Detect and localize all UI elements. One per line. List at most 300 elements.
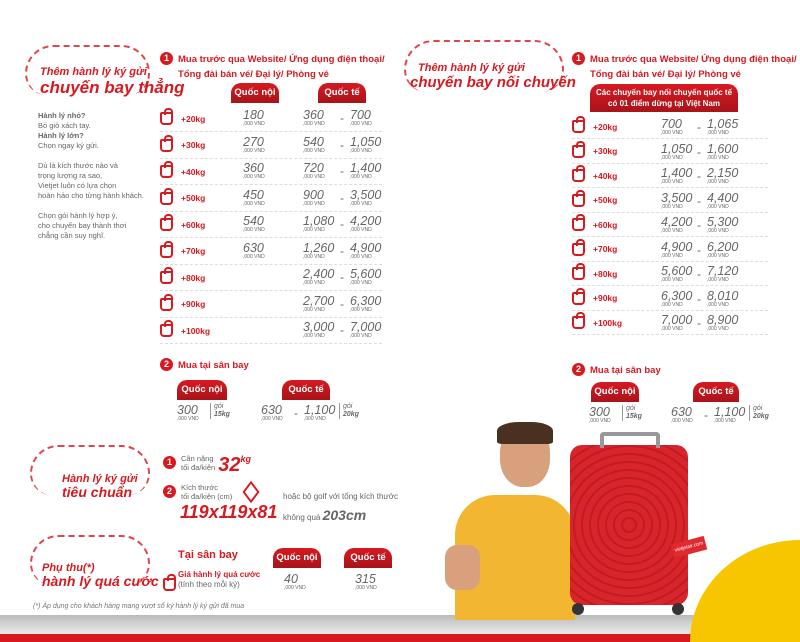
- price-value: 8,010: [707, 288, 739, 303]
- price-value: 40: [284, 572, 298, 586]
- min-price: [661, 239, 693, 259]
- min-price: [661, 168, 692, 185]
- step-text: Mua trước qua Website/ Ứng dụng điện thoại/: [590, 54, 797, 65]
- size-value: 119x119x81: [180, 502, 278, 522]
- price-value: 700: [350, 108, 371, 122]
- size-label: tối đa/kiện (cm): [181, 492, 233, 501]
- price-value: 8,900: [707, 313, 739, 327]
- price-value: 7,120: [707, 264, 739, 278]
- price-unit: ,000 VND: [661, 154, 683, 161]
- range-dash: -: [340, 137, 344, 152]
- bag-icon: [572, 243, 585, 256]
- domestic-price: [243, 134, 265, 154]
- table-row: [160, 265, 382, 291]
- range-dash: -: [697, 218, 701, 232]
- price-unit: ,000 VND: [303, 174, 325, 180]
- max-price: [707, 266, 738, 283]
- step2-heading: [572, 363, 661, 378]
- price-unit: ,000 VND: [303, 253, 325, 260]
- price-value: 2,700: [303, 293, 335, 308]
- step-number: 1: [163, 456, 176, 469]
- price-value: 1,100: [304, 403, 336, 417]
- excess-label: [178, 570, 260, 590]
- yellow-swoosh: [690, 540, 800, 642]
- price-unit: ,000 VND: [661, 228, 683, 234]
- price-unit: ,000 VND: [707, 154, 729, 161]
- range-dash: -: [697, 120, 701, 134]
- min-price: [661, 141, 693, 161]
- price-unit: ,000 VND: [350, 147, 372, 154]
- pack-word: gói: [626, 405, 636, 412]
- min-price: [661, 119, 683, 136]
- bag-icon: [572, 267, 585, 280]
- price-unit: ,000 VND: [355, 585, 377, 591]
- intro-line: chẳng cần suy nghĩ.: [38, 231, 106, 240]
- international-max-price: [350, 240, 382, 260]
- international-max-price: [350, 110, 372, 127]
- price-value: 6,300: [661, 288, 693, 303]
- max-price: [707, 288, 739, 308]
- cloud-title: hành lý quá cước: [42, 573, 159, 589]
- price-unit: ,000 VND: [707, 228, 729, 234]
- header-line: Các chuyến bay nối chuyến quốc tế: [595, 88, 733, 97]
- step-number: 2: [160, 358, 173, 371]
- range-dash: -: [340, 190, 344, 205]
- price-unit: ,000 VND: [714, 418, 736, 424]
- price-value: 4,200: [661, 215, 693, 229]
- pack-kg: 15kg: [626, 413, 642, 420]
- weight-label: +40kg: [181, 166, 206, 177]
- price-unit: ,000 VND: [350, 121, 372, 127]
- cloud-title-small: Thêm hành lý ký gửi: [418, 62, 525, 74]
- table-row: [160, 106, 382, 132]
- tab-domestic: Quốc nội: [231, 83, 279, 103]
- international-min-price: [303, 187, 325, 207]
- excess-domestic-price: [284, 574, 306, 591]
- price-value: 700: [661, 117, 682, 131]
- intro-line: Vietjet luôn có lựa chọn: [38, 181, 117, 190]
- price-value: 180: [243, 108, 264, 122]
- price-value: 1,400: [350, 161, 382, 175]
- max-price: [707, 315, 738, 332]
- step-text: Tổng đài bán vé/ Đại lý/ Phòng vé: [178, 69, 329, 80]
- package-label: [339, 403, 359, 419]
- price-unit: ,000 VND: [350, 333, 372, 339]
- tab-international: Quốc tế: [318, 83, 366, 103]
- international-max-price: [350, 269, 381, 286]
- price-unit: ,000 VND: [350, 174, 372, 180]
- weight-label: +60kg: [181, 219, 206, 230]
- pack-word: gói: [753, 405, 763, 412]
- range-dash: -: [340, 323, 344, 337]
- price-unit: ,000 VND: [661, 301, 683, 308]
- price-value: 4,900: [350, 240, 382, 255]
- price-value: 450: [243, 187, 264, 202]
- cloud-title-small: Thêm hành lý ký gửi: [40, 66, 147, 78]
- range-dash: -: [697, 291, 701, 306]
- price-value: 7,000: [350, 320, 382, 334]
- price-value: 2,400: [303, 267, 335, 281]
- table-row: [160, 159, 382, 185]
- price-value: 300: [589, 405, 610, 419]
- price-unit: ,000 VND: [589, 418, 611, 424]
- price-value: 3,500: [350, 187, 382, 202]
- price-unit: ,000 VND: [707, 130, 729, 136]
- price-value: 540: [243, 214, 264, 228]
- cloud-title-small: Phụ thu(*): [42, 562, 95, 574]
- price-value: 315: [355, 572, 376, 586]
- step-text: Mua tại sân bay: [590, 365, 661, 376]
- golf-note: [283, 507, 367, 523]
- tab-international: Quốc tế: [344, 548, 392, 568]
- price-unit: ,000 VND: [707, 301, 729, 308]
- weight-value: 32: [218, 454, 241, 476]
- intro-a2: Chọn ngay ký gửi.: [38, 141, 99, 150]
- weight-label: +50kg: [593, 195, 618, 205]
- price-unit: ,000 VND: [671, 418, 693, 424]
- price-unit: ,000 VND: [243, 227, 265, 233]
- bag-icon: [160, 271, 173, 284]
- price-unit: ,000 VND: [661, 179, 683, 185]
- min-price: [661, 288, 693, 308]
- price-value: 1,080: [303, 214, 335, 228]
- price-value: 1,100: [714, 405, 746, 419]
- step-number: 2: [572, 363, 585, 376]
- bag-icon: [160, 112, 173, 125]
- pack-kg: 15kg: [214, 411, 230, 418]
- range-dash: -: [697, 242, 701, 257]
- price-unit: ,000 VND: [350, 227, 372, 233]
- person-hair: [497, 422, 553, 444]
- range-dash: -: [704, 408, 708, 422]
- price-value: 3,500: [661, 190, 693, 205]
- range-dash: -: [340, 243, 344, 258]
- international-max-price: [350, 163, 381, 180]
- international-min-price: [303, 293, 335, 313]
- package-label: [210, 403, 230, 419]
- pack-kg: 20kg: [343, 411, 359, 418]
- range-dash: -: [294, 406, 298, 420]
- price-value: 1,400: [661, 166, 693, 180]
- excess-label-1: Giá hành lý quá cước: [178, 570, 261, 579]
- range-dash: -: [697, 144, 701, 159]
- international-max-price: [350, 134, 382, 154]
- intro-line: cho chuyến bay thành thơi: [38, 221, 127, 230]
- range-dash: -: [340, 217, 344, 231]
- weight-label: +80kg: [181, 272, 206, 283]
- weight-label: +40kg: [593, 170, 618, 181]
- range-dash: -: [697, 193, 701, 208]
- excess-label-2: (tính theo mỗi ký): [178, 580, 240, 589]
- international-max-price: [350, 187, 382, 207]
- price-value: 630: [671, 405, 692, 419]
- domestic-price: [243, 187, 265, 207]
- floor-band: [0, 615, 800, 635]
- intro-line: Chọn gói hành lý hợp ý,: [38, 211, 118, 220]
- pack-word: gói: [214, 403, 224, 410]
- price-value: 900: [303, 187, 324, 202]
- price-value: 1,065: [707, 117, 739, 131]
- price-unit: ,000 VND: [177, 416, 199, 422]
- domestic-price: [243, 110, 265, 127]
- international-max-price: [350, 293, 382, 313]
- price-value: 630: [261, 403, 282, 417]
- header-line: có 01 điểm dừng tại Việt Nam: [608, 99, 720, 108]
- price-value: 3,000: [303, 320, 335, 334]
- weight-label: +50kg: [181, 193, 206, 203]
- max-size: [163, 483, 258, 501]
- price-unit: ,000 VND: [707, 277, 729, 283]
- bag-icon: [572, 292, 585, 305]
- step-text: Mua tại sân bay: [178, 360, 249, 371]
- price-unit: ,000 VND: [707, 179, 729, 185]
- suitcase-tag: vietjetair.com: [671, 536, 707, 558]
- price-unit: ,000 VND: [707, 326, 729, 332]
- international-min-price: [303, 216, 334, 233]
- international-max-price: [350, 216, 381, 233]
- price-unit: ,000 VND: [303, 121, 325, 127]
- international-min-price: [303, 322, 334, 339]
- step-number: 1: [160, 52, 173, 65]
- golf-value: 203cm: [322, 507, 367, 523]
- weight-unit: kg: [240, 454, 251, 464]
- connecting-header: [590, 84, 738, 112]
- intro-q1: Hành lý nhỏ?: [38, 111, 86, 120]
- table-row: [160, 186, 382, 212]
- international-min-price: [303, 269, 334, 286]
- price-unit: ,000 VND: [350, 280, 372, 286]
- intro-text: [38, 111, 158, 241]
- thumbs-up-hand: [445, 545, 480, 590]
- weight-label: +30kg: [593, 146, 618, 156]
- price-value: 6,200: [707, 239, 739, 254]
- airport-international-min-price: [671, 407, 693, 424]
- price-value: 1,260: [303, 240, 335, 255]
- min-price: [661, 190, 693, 210]
- bag-icon: [160, 298, 173, 311]
- package-label: [622, 405, 642, 421]
- bag-icon: [572, 120, 585, 133]
- price-value: 4,200: [350, 214, 382, 228]
- table-row: [160, 212, 382, 238]
- domestic-price: [243, 240, 265, 260]
- table-row: [160, 239, 382, 265]
- weight-label: +30kg: [181, 140, 206, 150]
- airport-domestic-price: [589, 407, 611, 424]
- price-unit: ,000 VND: [661, 326, 683, 332]
- excess-title: Tại sân bay: [178, 549, 238, 561]
- price-unit: ,000 VND: [303, 280, 325, 286]
- suitcase-wheel: [672, 603, 684, 615]
- min-price: [661, 217, 692, 234]
- price-value: 360: [243, 161, 264, 175]
- bag-icon: [160, 245, 173, 258]
- weight-label: +90kg: [593, 293, 618, 303]
- price-unit: ,000 VND: [350, 306, 372, 313]
- cloud-title: chuyến bay thẳng: [40, 78, 185, 97]
- price-value: 1,600: [707, 141, 739, 156]
- tab-domestic: Quốc nội: [591, 382, 639, 402]
- intro-line: hoàn hảo cho từng hành khách.: [38, 191, 144, 200]
- intro-a1: Bỏ giỏ xách tay.: [38, 121, 91, 130]
- price-unit: ,000 VND: [707, 252, 729, 259]
- pack-word: gói: [343, 403, 353, 410]
- price-unit: ,000 VND: [350, 253, 372, 260]
- tab-domestic: Quốc nội: [177, 380, 227, 400]
- bag-icon: [160, 324, 173, 337]
- price-value: 2,150: [707, 166, 739, 180]
- range-dash: -: [697, 267, 701, 281]
- bag-icon: [572, 316, 585, 329]
- airport-domestic-price: [177, 405, 199, 422]
- step-text: Mua trước qua Website/ Ứng dụng điện thoại/: [178, 54, 385, 65]
- weight-label: +60kg: [593, 219, 618, 230]
- price-value: 4,900: [661, 239, 693, 254]
- airport-international-max-price: [304, 405, 335, 422]
- max-price: [707, 217, 738, 234]
- box-icon: [243, 481, 260, 504]
- airport-international-max-price: [714, 407, 745, 424]
- price-unit: ,000 VND: [661, 203, 683, 210]
- tab-domestic: Quốc nội: [273, 548, 321, 568]
- price-unit: ,000 VND: [661, 277, 683, 283]
- domestic-price: [243, 163, 265, 180]
- price-value: 7,000: [661, 313, 693, 327]
- bag-icon: [572, 145, 585, 158]
- bag-icon: [160, 165, 173, 178]
- range-dash: -: [340, 270, 344, 284]
- price-unit: ,000 VND: [304, 416, 326, 422]
- weight-label: +100kg: [593, 317, 623, 328]
- package-label: [749, 405, 769, 421]
- person-photo: [445, 425, 575, 620]
- max-weight: [163, 454, 251, 477]
- range-dash: -: [340, 296, 344, 311]
- domestic-price: [243, 216, 265, 233]
- price-unit: ,000 VND: [261, 416, 283, 422]
- weight-label: +100kg: [181, 325, 211, 336]
- size-label: Kích thước: [181, 483, 219, 492]
- weight-label: +70kg: [181, 246, 206, 256]
- tab-international: Quốc tế: [282, 380, 330, 400]
- price-unit: ,000 VND: [303, 147, 325, 154]
- price-unit: ,000 VND: [243, 253, 265, 260]
- price-unit: ,000 VND: [243, 174, 265, 180]
- price-value: 300: [177, 403, 198, 417]
- price-unit: ,000 VND: [303, 227, 325, 233]
- price-unit: ,000 VND: [661, 252, 683, 259]
- price-unit: ,000 VND: [243, 121, 265, 127]
- cloud-title: chuyến bay nối chuyến: [410, 74, 576, 91]
- suitcase-handle: [600, 432, 660, 448]
- price-unit: ,000 VND: [284, 585, 306, 591]
- step-number: 2: [163, 485, 176, 498]
- price-value: 5,600: [661, 264, 693, 278]
- international-min-price: [303, 163, 325, 180]
- step-number: 1: [572, 52, 585, 65]
- weight-label: +20kg: [593, 121, 618, 132]
- min-price: [661, 315, 692, 332]
- price-value: 5,600: [350, 267, 382, 281]
- price-value: 360: [303, 108, 324, 122]
- cloud-title-small: Hành lý ký gửi: [62, 473, 138, 485]
- golf-label: không quá: [283, 513, 321, 522]
- table-row: [160, 292, 382, 318]
- intro-line: Dù là kích thước nào và: [38, 161, 118, 170]
- footnote: (*) Áp dụng cho khách hàng mang vượt số ký hành lý ký gửi đã mua: [33, 603, 245, 610]
- price-value: 630: [243, 240, 264, 255]
- price-value: 4,400: [707, 190, 739, 205]
- price-value: 6,300: [350, 293, 382, 308]
- price-value: 1,050: [350, 134, 382, 149]
- intro-q2: Hành lý lớn?: [38, 131, 84, 140]
- price-unit: ,000 VND: [707, 203, 729, 210]
- step-text: Tổng đài bán vé/ Đại lý/ Phòng vé: [590, 69, 741, 80]
- pack-kg: 20kg: [753, 413, 769, 420]
- floor-red-stripe: [0, 634, 800, 642]
- weight-label: +20kg: [181, 113, 206, 124]
- international-min-price: [303, 240, 335, 260]
- price-unit: ,000 VND: [303, 306, 325, 313]
- weight-label: +90kg: [181, 299, 206, 309]
- international-min-price: [303, 110, 325, 127]
- price-value: 540: [303, 134, 324, 149]
- weight-label: +80kg: [593, 268, 618, 279]
- bag-icon: [160, 139, 173, 152]
- bag-icon: [160, 192, 173, 205]
- min-price: [661, 266, 692, 283]
- weight-label: tối đa/kiện: [181, 463, 216, 472]
- step1-heading: [572, 52, 797, 82]
- bag-icon: [160, 218, 173, 231]
- bag-icon: [572, 218, 585, 231]
- range-dash: -: [340, 111, 344, 125]
- max-price: [707, 190, 739, 210]
- international-max-price: [350, 322, 381, 339]
- bag-icon: [572, 194, 585, 207]
- weight-label: +70kg: [593, 244, 618, 254]
- price-unit: ,000 VND: [243, 200, 265, 207]
- weight-label: Cân nặng: [181, 454, 214, 463]
- airport-international-min-price: [261, 405, 283, 422]
- price-unit: ,000 VND: [350, 200, 372, 207]
- range-dash: -: [697, 169, 701, 183]
- step1-heading: [160, 52, 385, 82]
- international-min-price: [303, 134, 325, 154]
- bag-icon: [163, 578, 176, 591]
- price-value: 720: [303, 161, 324, 175]
- intro-line: trọng lượng ra sao,: [38, 171, 103, 180]
- tab-international: Quốc tế: [693, 382, 739, 402]
- table-row: [160, 133, 382, 159]
- excess-international-price: [355, 574, 377, 591]
- max-price: [707, 168, 738, 185]
- price-value: 270: [243, 134, 264, 149]
- price-unit: ,000 VND: [303, 200, 325, 207]
- max-price: [707, 141, 739, 161]
- table-row: [160, 318, 382, 344]
- bag-icon: [572, 169, 585, 182]
- range-dash: -: [340, 164, 344, 178]
- step2-heading: [160, 358, 249, 373]
- price-unit: ,000 VND: [661, 130, 683, 136]
- price-unit: ,000 VND: [243, 147, 265, 154]
- suitcase-wheel: [572, 603, 584, 615]
- golf-note: hoặc bộ golf với tổng kích thước: [283, 492, 399, 501]
- cloud-title: tiêu chuẩn: [62, 484, 133, 500]
- max-price: [707, 119, 738, 136]
- price-value: 1,050: [661, 141, 693, 156]
